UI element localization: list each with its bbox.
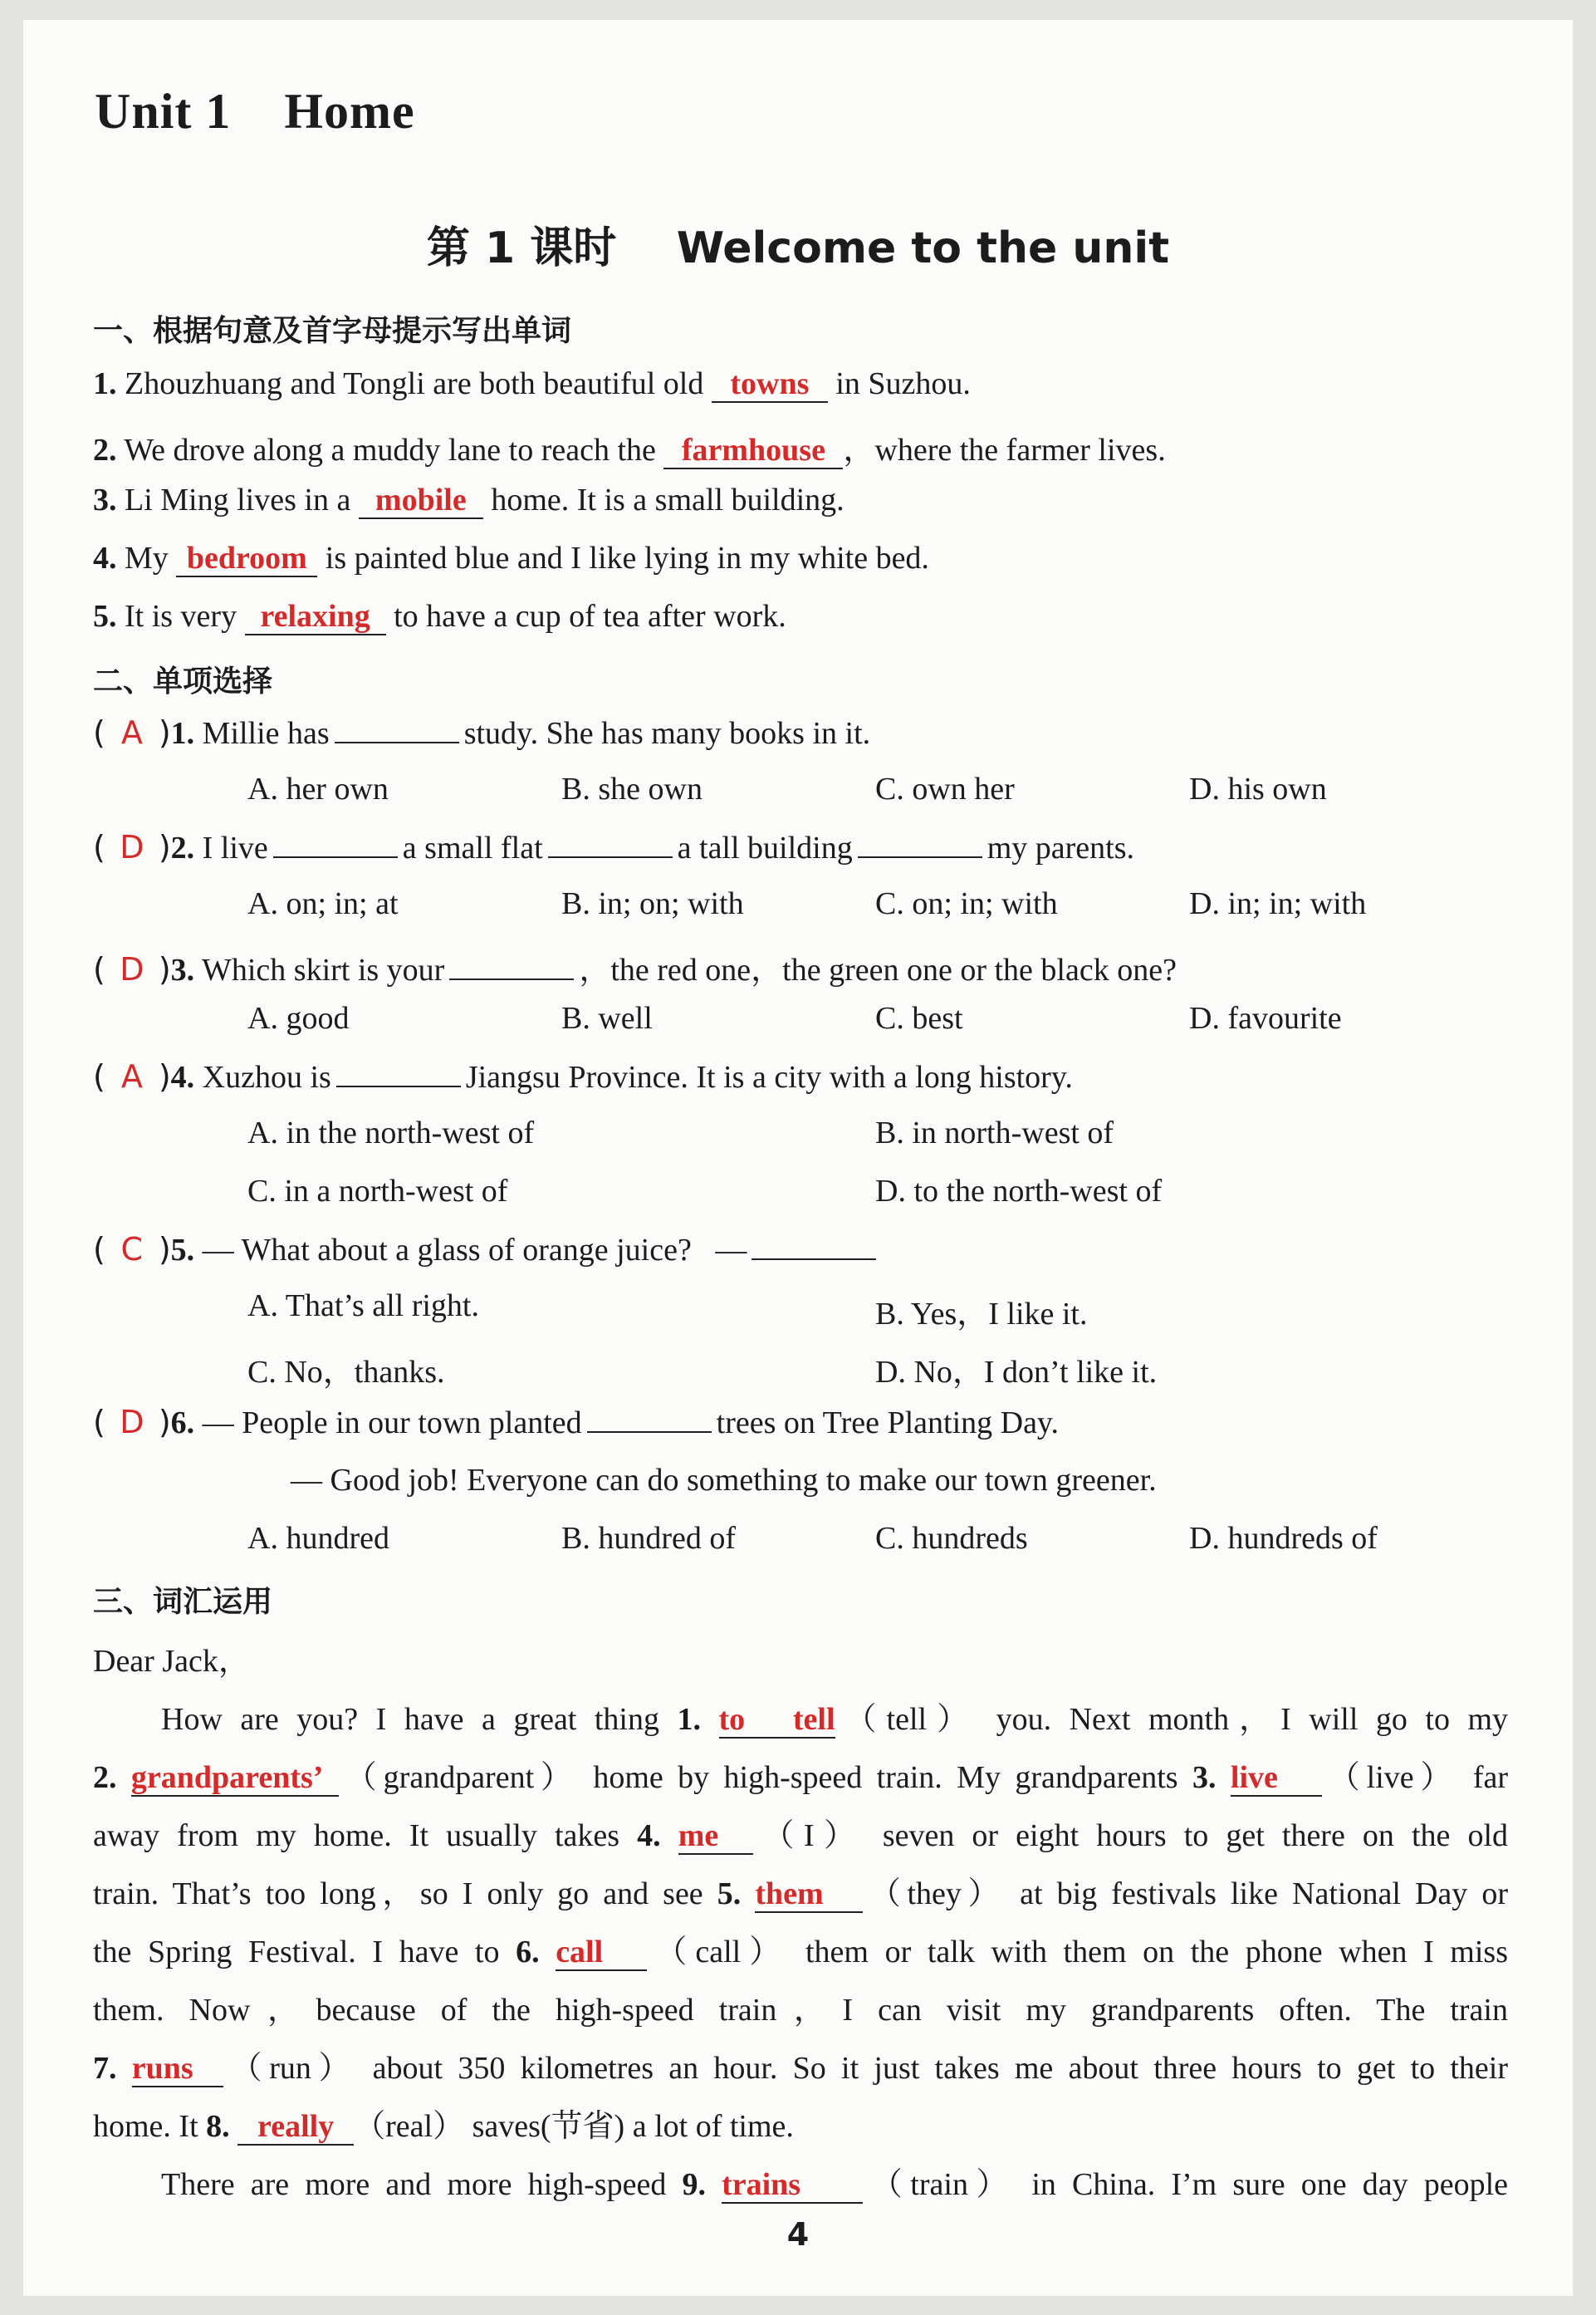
passage-text: train. That’s too long，so I only go and see	[93, 1876, 703, 1911]
empty-blank	[336, 1085, 461, 1087]
passage-text: you. Next month，I will go to my	[996, 1702, 1509, 1737]
option-a[interactable]: A. on; in; at	[247, 886, 399, 921]
option-b[interactable]: B. well	[561, 1001, 653, 1036]
passage-line-7	[93, 2042, 1508, 2087]
fill-item-4	[93, 540, 929, 577]
answer-blank[interactable]: mobile	[359, 484, 483, 519]
option-b[interactable]: B. hundred of	[561, 1521, 737, 1556]
word-hint: （real）	[354, 2109, 465, 2144]
option-c[interactable]: C. hundreds	[875, 1521, 1028, 1556]
item-text: ，where the farmer lives.	[843, 433, 1166, 468]
option-c[interactable]: C. on; in; with	[875, 886, 1058, 921]
item-text: trees on Tree Planting Day.	[716, 1405, 1059, 1440]
word-hint: （call）	[647, 1935, 790, 1969]
item-text: to have a cup of tea after work.	[394, 599, 786, 634]
item-text: Li Ming lives in a	[125, 483, 351, 517]
blank-number: 3.	[1192, 1760, 1217, 1795]
word-hint: （live）	[1321, 1760, 1459, 1795]
item-number: 3.	[170, 953, 195, 988]
paren-close: )	[158, 714, 171, 751]
item-number: 2.	[170, 831, 195, 866]
blank-number: 9.	[682, 2167, 706, 2202]
answer-blank[interactable]: to tell	[718, 1702, 835, 1737]
blank-number: 7.	[93, 2051, 117, 2086]
unit-title: Unit 1 Home	[95, 84, 415, 139]
paren-close: )	[158, 829, 171, 866]
option-c[interactable]: C. No，thanks.	[247, 1355, 445, 1390]
answer-blank[interactable]: farmhouse	[663, 434, 843, 469]
item-text: Millie has	[202, 716, 330, 751]
item-text: Which skirt is your	[201, 953, 445, 988]
passage-line-2	[93, 1751, 1508, 1797]
item-text: — What about a glass of orange juice?	[202, 1233, 692, 1268]
blank-number: 1.	[677, 1702, 702, 1737]
answer-blank[interactable]: bedroom	[176, 542, 317, 577]
passage-text: How are you? I have a great thing	[161, 1702, 659, 1737]
option-b[interactable]: B. in; on; with	[561, 886, 744, 921]
word-hint: （they）	[863, 1876, 1006, 1911]
item-text: We drove along a muddy lane to reach the	[124, 433, 656, 468]
fill-item-3	[93, 482, 845, 519]
item-number: 1.	[170, 716, 195, 751]
passage-line-5	[93, 1925, 1508, 1971]
passage-text: seven or eight hours to get there on the old	[882, 1818, 1509, 1853]
passage-text: away from my home. It usually takes	[93, 1818, 620, 1853]
item-text: I live	[202, 831, 268, 866]
option-a[interactable]: A. hundred	[247, 1521, 389, 1556]
paren-close: )	[158, 1404, 171, 1440]
paren-close: )	[158, 951, 171, 988]
passage-line-9	[161, 2158, 1508, 2204]
item-text: ，the red one，the green one or the black one?	[579, 953, 1177, 988]
passage-text: the Spring Festival. I have to	[93, 1935, 500, 1969]
item-text: study. She has many books in it.	[463, 716, 871, 751]
passage-text: them or talk with them on the phone when I miss	[805, 1935, 1509, 1969]
fill-item-5	[93, 598, 786, 635]
item-number: 3.	[93, 483, 117, 517]
option-a[interactable]: A. That’s all right.	[247, 1288, 479, 1323]
mc-question-5	[93, 1231, 881, 1268]
empty-blank	[335, 741, 459, 743]
section-heading-2: 二、单项选择	[93, 665, 273, 699]
passage-line-6	[93, 1984, 1508, 2029]
item-text: Xuzhou is	[202, 1060, 331, 1095]
paren-open: (	[93, 829, 105, 866]
empty-blank	[587, 1430, 712, 1433]
mc-question-6	[93, 1404, 1059, 1441]
passage-text: saves(节省) a lot of time.	[472, 2109, 794, 2144]
word-hint: （tell）	[835, 1702, 979, 1737]
paren-close: )	[158, 1231, 171, 1268]
word-hint: （I）	[752, 1818, 865, 1853]
option-c[interactable]: C. best	[875, 1001, 963, 1036]
passage-text: home by high-speed train. My grandparents	[593, 1760, 1178, 1795]
letter-greeting: Dear Jack，	[93, 1644, 250, 1679]
word-hint: （train）	[863, 2167, 1016, 2202]
paren-open: (	[93, 714, 105, 751]
answer-blank[interactable]: towns	[712, 368, 828, 403]
item-text: Jiangsu Province. It is a city with a long history.	[465, 1060, 1073, 1095]
item-number: 4.	[170, 1060, 195, 1095]
item-text: — People in our town planted	[202, 1405, 582, 1440]
item-text: home. It is a small building.	[491, 483, 845, 517]
answer-blank[interactable]: really	[237, 2111, 354, 2146]
option-a[interactable]: A. in the north-west of	[247, 1116, 535, 1150]
fill-item-2	[93, 424, 1166, 469]
passage-text: about 350 kilometres an hour. So it just takes me about three hours to get to their	[372, 2051, 1509, 2086]
blank-number: 2.	[93, 1760, 117, 1795]
passage-text: home. It	[93, 2109, 198, 2144]
passage-text: at big festivals like National Day or	[1020, 1876, 1509, 1911]
mc-answer[interactable]: C	[120, 1231, 144, 1268]
mc-question-4	[93, 1058, 1073, 1096]
passage-line-3	[93, 1809, 1508, 1855]
option-b[interactable]: B. Yes，I like it.	[875, 1297, 1088, 1332]
blank-number: 4.	[637, 1818, 661, 1853]
mc-question-1	[93, 714, 870, 752]
passage-text: them. Now，because of the high-speed train，I can visit my grandparents often. The train	[93, 1993, 1508, 2028]
empty-blank	[858, 856, 982, 858]
paren-open: (	[93, 1231, 105, 1268]
paren-open: (	[93, 1404, 105, 1440]
option-b[interactable]: B. she own	[561, 772, 703, 807]
reply-dash: —	[715, 1233, 747, 1268]
answer-blank[interactable]: me	[678, 1820, 753, 1855]
empty-blank	[548, 856, 673, 858]
item-number: 2.	[93, 433, 117, 468]
mc-question-3	[93, 944, 1177, 989]
item-text: my parents.	[986, 831, 1135, 866]
option-d[interactable]: D. his own	[1189, 772, 1327, 807]
answer-blank[interactable]: call	[556, 1936, 647, 1971]
mc-answer[interactable]: D	[120, 829, 144, 866]
answer-blank[interactable]: live	[1231, 1762, 1322, 1797]
option-a[interactable]: A. good	[247, 1001, 350, 1036]
option-c[interactable]: C. own her	[875, 772, 1015, 807]
section-heading-3: 三、词汇运用	[93, 1585, 273, 1619]
passage-text: There are more and more high-speed	[161, 2167, 667, 2202]
answer-blank[interactable]: grandparents’	[131, 1762, 339, 1797]
answer-blank[interactable]: relaxing	[245, 601, 386, 635]
passage-text: in China. I’m sure one day people	[1031, 2167, 1509, 2202]
word-hint: （run）	[223, 2051, 358, 2086]
item-text: a tall building	[677, 831, 853, 866]
fill-item-1	[93, 365, 971, 403]
paren-close: )	[158, 1058, 171, 1095]
item-text: in Suzhou.	[835, 366, 971, 401]
passage-line-8	[93, 2100, 794, 2146]
paren-open: (	[93, 951, 105, 988]
answer-blank[interactable]: trains	[722, 2169, 863, 2204]
passage-text: far	[1472, 1760, 1509, 1795]
option-b[interactable]: B. in north-west of	[875, 1116, 1114, 1150]
mc-answer[interactable]: D	[120, 1404, 144, 1440]
mc-answer[interactable]: A	[120, 714, 143, 751]
item-text: My	[125, 541, 169, 576]
page-number: 4	[786, 2216, 810, 2253]
option-d[interactable]: D. hundreds of	[1189, 1521, 1378, 1556]
mc-answer[interactable]: D	[120, 951, 144, 988]
empty-blank	[751, 1258, 876, 1260]
mc-answer[interactable]: A	[120, 1058, 143, 1095]
item-number: 5.	[170, 1233, 195, 1268]
item-text: a small flat	[402, 831, 543, 866]
option-d[interactable]: D. No，I don’t like it.	[875, 1355, 1158, 1390]
item-number: 4.	[93, 541, 117, 576]
item-number: 6.	[170, 1405, 195, 1440]
empty-blank	[273, 856, 398, 858]
option-d[interactable]: D. favourite	[1189, 1001, 1342, 1036]
item-text: It is very	[125, 599, 237, 634]
blank-number: 8.	[206, 2109, 230, 2144]
empty-blank	[449, 978, 574, 980]
answer-blank[interactable]: runs	[132, 2053, 223, 2087]
option-d[interactable]: D. in; in; with	[1189, 886, 1367, 921]
passage-line-4	[93, 1867, 1508, 1913]
item-text: is painted blue and I like lying in my white bed.	[325, 541, 929, 576]
word-hint: （grandparent）	[338, 1760, 579, 1795]
option-a[interactable]: A. her own	[247, 772, 389, 807]
lesson-title: 第 1 课时 Welcome to the unit	[426, 223, 1170, 273]
paren-open: (	[93, 1058, 105, 1095]
option-c[interactable]: C. in a north-west of	[247, 1174, 508, 1209]
item-number: 5.	[93, 599, 117, 634]
option-d[interactable]: D. to the north-west of	[875, 1174, 1163, 1209]
answer-blank[interactable]: them	[755, 1878, 863, 1913]
passage-line-1	[161, 1693, 1508, 1739]
item-text: Zhouzhuang and Tongli are both beautiful old	[125, 366, 704, 401]
item-number: 1.	[93, 366, 117, 401]
mc-question-2	[93, 829, 1134, 866]
mc-question-6-reply: — Good job! Everyone can do something to make our town greener.	[291, 1463, 1157, 1498]
section-heading-1: 一、根据句意及首字母提示写出单词	[93, 314, 572, 348]
blank-number: 5.	[717, 1876, 742, 1911]
blank-number: 6.	[516, 1935, 540, 1969]
